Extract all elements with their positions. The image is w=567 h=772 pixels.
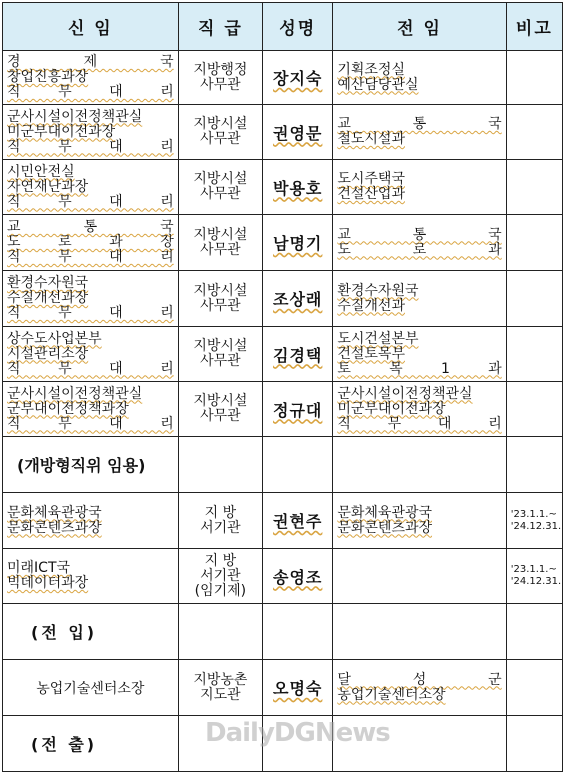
section-transfer-in: (전 입) [3,604,179,660]
table-row [3,327,563,382]
new-post-cell: 농업기술센터소장 [3,660,179,716]
table-row [3,105,563,160]
note-text [510,564,562,588]
prev-post-cell-lines [337,117,501,147]
grade-line: 서기관 [200,519,241,536]
empty-cell [263,604,333,660]
note-cell [506,215,562,271]
new-post-cell-lines [7,506,174,536]
table-row [3,215,563,271]
grade-line: 사무관 [200,353,241,369]
note-cell [506,549,562,604]
new-post-cell-line: 환경수자원국 [7,275,89,291]
prev-post-cell-line: 환경수자원국 [337,282,419,299]
name-cell [263,51,333,105]
note-line: '24.12.31. [510,576,562,587]
grade-line: 사무관 [200,76,241,93]
new-post-cell-line: 직 무 대 리 [7,84,174,100]
grade-text [183,339,258,369]
grade-line: 지방행정 [193,61,248,78]
grade-cell [178,382,262,437]
new-post-cell-line: 미군부대이전과장 [7,123,116,140]
grade-line: 지방농촌 [193,671,248,688]
grade-line: 사무관 [200,131,241,147]
new-post-cell-line: 창업진흥과장 [7,69,89,85]
note-cell [506,51,562,105]
grade-line: 지방시설 [193,282,248,299]
note-line: '24.12.31. [510,520,562,532]
prev-post-cell-line: 기획조정실 [337,61,405,78]
grade-text [183,228,258,258]
empty-cell [506,604,562,660]
new-post-cell-line: 시설관리소장 [7,345,89,362]
new-post-cell-lines [7,387,174,432]
note-line: '23.1.1.~ [510,564,557,575]
new-post-cell-line: 미래ICT국 [7,560,71,576]
new-post-cell-line: 문화체육관광국 [7,504,102,521]
empty-cell [333,604,506,660]
new-post-cell [3,105,179,160]
grade-line: 지도관 [200,686,241,703]
table-row [3,549,563,604]
grade-line: 서기관 [200,567,241,584]
grade-text [183,673,258,703]
note-line: '23.1.1.~ [510,508,557,520]
grade-line: 사무관 [200,241,241,258]
prev-post-cell-line: 도 로 과 [337,241,502,258]
prev-post-cell-lines [337,506,501,536]
new-post-cell-lines [7,55,174,100]
new-post-cell-lines [7,561,174,591]
new-post-cell-line: 군사시설이전정책관실 [7,385,143,402]
prev-post-cell [333,160,506,215]
new-post-cell [3,549,179,604]
person-name: 장지숙 [273,69,323,88]
prev-post-cell-lines [337,387,501,432]
person-name: 김경택 [273,345,323,365]
new-post-cell-lines [7,332,174,377]
prev-post-cell [333,215,506,271]
person-name: 박용호 [273,178,323,198]
prev-post-cell-lines [337,63,501,93]
prev-post-cell-line: 직 무 대 리 [337,415,502,432]
new-post-cell-line: 상수도사업본부 [7,330,102,347]
prev-post-cell [333,51,506,105]
note-cell [506,160,562,215]
section-transfer-in-row [3,604,563,660]
prev-post-cell-line: 도시건설본부 [337,330,419,347]
grade-line: 지 방 [204,552,237,569]
new-post-cell-line: 직 무 대 리 [7,249,174,265]
table-row [3,271,563,327]
new-post-cell [3,493,179,549]
new-post-cell-line: 도 로 과 장 [7,234,174,250]
grade-line: 지방시설 [193,116,248,132]
prev-post-cell-line: 교 통 국 [337,116,502,132]
header-row [3,3,563,51]
section-transfer-out: (전 출) [3,716,179,772]
grade-line: 사무관 [200,297,241,314]
prev-post-cell-line: 예산담당관실 [337,76,419,93]
new-post-cell-line: 경 제 국 [7,54,174,70]
note-text [510,508,562,533]
header-grade: 직 급 [178,3,262,51]
grade-cell [178,215,262,271]
header-note: 비고 [506,3,562,51]
prev-post-cell-line: 건설산업과 [337,186,405,202]
new-post-cell-line: 빅데이터과장 [7,575,89,591]
name-cell [263,493,333,549]
prev-post-cell [333,549,506,604]
grade-text [183,63,258,93]
watermark-logo: DailyDGNews [205,718,390,748]
grade-text [183,284,258,314]
section-open-positions-row [3,437,563,493]
prev-post-cell-line: 토 목 1 과 [337,360,502,377]
new-post-cell-line: 자연재난과장 [7,178,89,195]
prev-post-cell [333,327,506,382]
prev-post-cell [333,493,506,549]
table-row [3,493,563,549]
note-cell [506,271,562,327]
prev-post-cell-line: 도시주택국 [337,171,405,187]
new-post-cell [3,51,179,105]
new-post-cell-line: 시민안전실 [7,163,75,180]
prev-post-cell [333,105,506,160]
grade-text [183,394,258,424]
grade-text [183,117,258,147]
person-name: 남명기 [273,234,323,253]
prev-post-cell-line: 수질개선과 [337,297,405,314]
grade-line: 지방시설 [193,226,248,243]
grade-cell [178,271,262,327]
empty-cell [263,437,333,493]
prev-post-cell-line: 건설토목부 [337,345,405,362]
prev-post-cell-lines [337,172,501,202]
new-post-cell-line: 직 무 대 리 [7,360,174,377]
grade-cell [178,105,262,160]
header-new-post: 신 임 [3,3,179,51]
prev-post-cell-line: 문화체육관광국 [337,504,433,521]
name-cell [263,215,333,271]
new-post-cell [3,215,179,271]
new-post-cell-line: 직 무 대 리 [7,138,174,155]
person-name: 오명숙 [273,679,323,698]
empty-cell [333,437,506,493]
grade-cell [178,51,262,105]
new-post-cell-lines [7,110,174,155]
prev-post-cell [333,382,506,437]
header-prev-post: 전 임 [333,3,506,51]
new-post-cell-lines [7,276,174,321]
grade-cell [178,160,262,215]
name-cell [263,160,333,215]
prev-post-cell-line: 농업기술센터소장 [337,686,446,703]
grade-text [183,172,258,202]
grade-line: 사무관 [200,408,241,424]
empty-cell [506,437,562,493]
name-cell [263,549,333,604]
grade-cell [178,493,262,549]
prev-post-cell-line: 문화콘텐츠과장 [337,519,433,536]
grade-text [183,506,258,536]
grade-line: 지방시설 [193,393,248,409]
person-name: 송영조 [273,567,323,587]
new-post-cell-line: 직 무 대 리 [7,193,174,210]
grade-line: 사무관 [200,186,241,202]
prev-post-cell-line: 달 성 군 [337,671,502,688]
prev-post-cell-lines [337,332,501,377]
note-cell [506,327,562,382]
new-post-cell-line: 교 통 국 [7,219,174,235]
prev-post-cell-lines [337,228,501,258]
empty-cell [178,437,262,493]
name-cell [263,105,333,160]
prev-post-cell [333,660,506,716]
new-post-cell-line: 직 무 대 리 [7,415,174,432]
new-post-cell-lines [7,220,174,265]
name-cell [263,660,333,716]
empty-cell [506,716,562,772]
grade-cell [178,327,262,382]
note-cell [506,105,562,160]
table-row [3,382,563,437]
prev-post-cell-line: 미군부대이전과장 [337,400,446,417]
prev-post-cell-line: 군사시설이전정책관실 [337,385,473,402]
section-open-positions: (개방형직위 임용) [3,437,179,493]
new-post-cell [3,382,179,437]
grade-line: 지 방 [204,504,237,521]
name-cell [263,271,333,327]
new-post-cell-line: 군사시설이전정책관실 [7,108,143,125]
table-row [3,160,563,215]
grade-line: 지방시설 [193,338,248,354]
new-post-cell-lines [7,165,174,210]
new-post-cell-line: 수질개선과장 [7,290,89,306]
note-cell [506,382,562,437]
person-name: 정규대 [273,400,323,420]
grade-cell [178,660,262,716]
new-post-cell-line: 군부대이전정책과장 [7,400,129,417]
prev-post-cell [333,271,506,327]
grade-text [183,554,258,599]
new-post-cell-line: 직 무 대 리 [7,305,174,321]
prev-post-cell-line: 철도시설과 [337,131,405,147]
name-cell [263,382,333,437]
person-name: 권영문 [273,123,323,143]
personnel-table [2,2,563,772]
new-post-cell [3,160,179,215]
new-post-cell-line: 문화콘텐츠과장 [7,519,102,536]
person-name: 권현주 [273,512,323,531]
person-name: 조상래 [273,290,323,309]
prev-post-cell-lines [337,284,501,314]
prev-post-cell-line: 교 통 국 [337,226,502,243]
grade-line: (임기제) [194,582,247,599]
new-post-cell [3,271,179,327]
note-cell [506,660,562,716]
name-cell [263,327,333,382]
grade-cell [178,549,262,604]
table-row [3,51,563,105]
prev-post-cell-lines [337,673,501,703]
empty-cell [178,604,262,660]
note-cell [506,493,562,549]
table-row [3,660,563,716]
header-name: 성명 [263,3,333,51]
new-post-cell [3,327,179,382]
grade-line: 지방시설 [193,171,248,187]
